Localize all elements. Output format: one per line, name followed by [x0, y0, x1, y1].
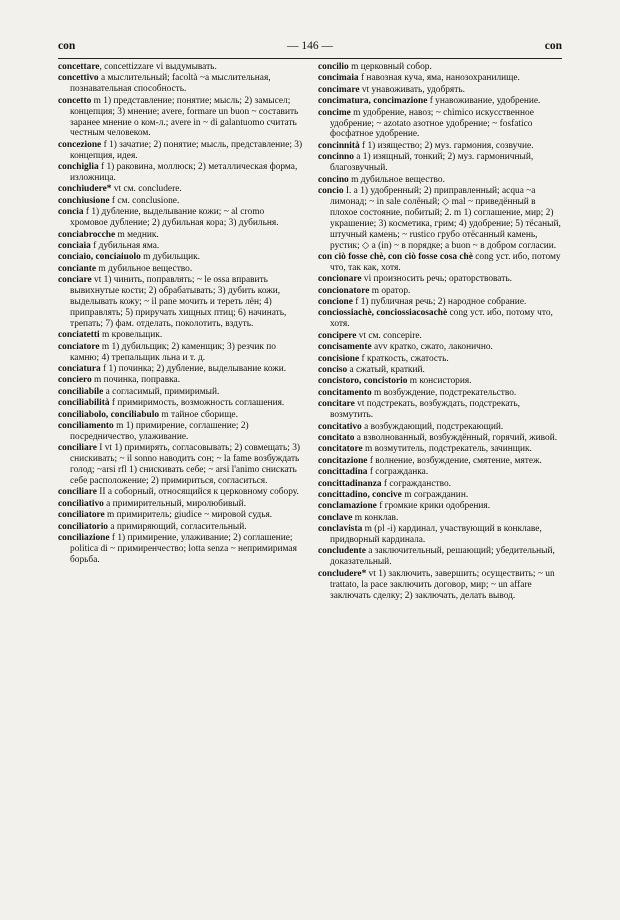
entry-headword: conciatetti: [58, 330, 100, 341]
dictionary-entry: [58, 510, 304, 521]
entry-definition: vt 1) заключить, завершить; осуществить; ~ un trattato, la pace заключить договор, мир; ~ un affare заключать сделку; 2) заключать, делать вывод.: [330, 568, 555, 601]
entry-headword: concimaia: [318, 73, 359, 84]
entry-headword: concitativo: [318, 421, 362, 432]
entry-headword: concino: [318, 174, 349, 185]
entry-headword: concezione: [58, 139, 102, 150]
entry-headword: concimatura, concimazione: [318, 96, 428, 107]
entry-definition: m (pl -i) кардинал, участвующий в конклаве, придворный кардинала.: [330, 524, 542, 546]
entry-headword: concisamente: [318, 342, 372, 353]
dictionary-entry: [318, 297, 564, 308]
dictionary-entry: [58, 184, 304, 195]
dictionary-entry: [318, 331, 564, 342]
right-column: [318, 62, 564, 602]
entry-headword: concettivo: [58, 73, 99, 84]
entry-definition: m 1) дубильщик; 2) каменщик; 3) резчик по камню; 4) трепальщик льна и т. д.: [70, 341, 276, 363]
entry-definition: f см. conclusione.: [109, 195, 180, 206]
dictionary-entry: [58, 443, 304, 487]
entry-headword: conciaio, conciaiuolo: [58, 252, 141, 263]
entry-definition: a 1) изящный, тонкий; 2) муз. гармоничный, благозвучный.: [330, 152, 534, 174]
entry-definition: f навозная куча, яма, нанозохранилище.: [358, 73, 520, 84]
dictionary-entry: [318, 252, 564, 274]
dictionary-entry: [318, 152, 564, 174]
entry-headword: concionare: [318, 274, 362, 285]
dictionary-entry: [58, 533, 304, 566]
entry-definition: m согражданин.: [401, 489, 469, 500]
entry-definition: f 1) примирение, улаживание; 2) соглашение; politica di ~ примиренчество; lotta senza ~ непримиримая борьба.: [70, 533, 297, 565]
dictionary-entry: [318, 422, 564, 433]
entry-headword: conciliatorio: [58, 521, 108, 532]
entry-headword: conclavista: [318, 524, 363, 535]
entry-headword: con ciò fosse chè, con ciò fosse cosa chè: [318, 251, 473, 262]
entry-headword: conciliativo: [58, 498, 104, 509]
entry-definition: f согражданка.: [367, 467, 429, 478]
entry-definition: a мыслительный; facoltà ~a мыслительная, познавательная способность.: [70, 73, 271, 95]
dictionary-entry: [318, 524, 564, 546]
entry-headword: conciliabile: [58, 386, 104, 397]
entry-definition: f 1) зачатие; 2) понятие; мысль, представление; 3) концепция, идея.: [70, 139, 303, 161]
dictionary-entry: [318, 96, 564, 107]
entry-definition: vt подстрекать, возбуждать, подстрекать, возмутить.: [330, 399, 521, 421]
dictionary-entry: [318, 569, 564, 602]
entry-definition: I vt 1) примирять, согласовывать; 2) совмещать; 3) снискивать; ~ il sonno наводить сон; ~ la fame возбуждать голод; ~arsi rfl 1) снискивать себе; ~ arsi l'animo снискать себе расположение; 2) примириться, согласиться.: [70, 443, 301, 487]
entry-definition: m 1) представление; понятие; мысль; 2) замысел; концепция; 3) мнение; avere, formare un buon ~ составить заранее мнение о ком-л.; avere in ~ di galantuomo считать честным человеком.: [70, 95, 299, 139]
entry-headword: conciliare: [58, 443, 97, 454]
entry-headword: conciante: [58, 263, 97, 274]
entry-definition: vt унавоживать, удобрять.: [359, 84, 465, 95]
entry-definition: m возбуждение, подстрекательство.: [371, 387, 517, 398]
entry-headword: conciliatore: [58, 510, 105, 521]
entry-definition: vt см. concepire.: [356, 330, 422, 341]
entry-headword: concime: [318, 107, 351, 118]
entry-definition: m медник.: [115, 229, 159, 240]
dictionary-entry: [58, 196, 304, 207]
entry-definition: f громкие крики одобрения.: [376, 501, 491, 512]
dictionary-entry: [58, 421, 304, 443]
entry-definition: a примирительный, миролюбивый.: [103, 498, 247, 509]
dictionary-entry: [318, 444, 564, 455]
dictionary-entry: [318, 490, 564, 501]
dictionary-entry: [318, 308, 564, 330]
entry-definition: m церковный собор.: [348, 62, 432, 72]
entry-headword: conclave: [318, 512, 353, 523]
dictionary-entry: [58, 140, 304, 162]
entry-headword: concionatore: [318, 285, 370, 296]
entry-headword: conciliamento: [58, 421, 114, 431]
entry-headword: conclamazione: [318, 501, 377, 512]
dictionary-entry: [318, 73, 564, 84]
dictionary-entry: [318, 479, 564, 490]
entry-definition: II a соборный, относящийся к церковному собору.: [96, 487, 299, 498]
entry-definition: m дубильное вещество.: [348, 174, 445, 185]
dictionary-entry: [58, 73, 304, 95]
entry-definition: a возбуждающий, подстрекающий.: [361, 421, 504, 432]
entry-headword: concio: [318, 185, 344, 196]
entry-headword: concilio: [318, 62, 349, 72]
entry-definition: a взволнованный, возбуждённый, горячий, живой.: [354, 432, 558, 443]
dictionary-entry: [58, 252, 304, 263]
entry-headword: concisione: [318, 353, 360, 364]
entry-headword: conciatore: [58, 341, 100, 352]
entry-headword: concinnità: [318, 140, 360, 151]
page-header: [58, 40, 562, 56]
dictionary-entry: [58, 330, 304, 341]
entry-headword: conciso: [318, 364, 348, 375]
entry-headword: conchiglia: [58, 162, 99, 173]
dictionary-entry: [318, 456, 564, 467]
dictionary-entry: [58, 364, 304, 375]
dictionary-entry: [58, 241, 304, 252]
dictionary-entry: [318, 108, 564, 141]
dictionary-entry: [58, 62, 304, 73]
entry-headword: conciaia: [58, 241, 91, 251]
dictionary-entry: [58, 398, 304, 409]
entry-definition: m конклав.: [352, 512, 399, 523]
dictionary-entry: [318, 141, 564, 152]
dictionary-entry: [318, 365, 564, 376]
dictionary-entry: [58, 342, 304, 364]
entry-headword: concimare: [318, 84, 360, 95]
entry-headword: conciliazione: [58, 533, 110, 544]
dictionary-entry: [58, 410, 304, 421]
entry-definition: a сжатый, краткий.: [347, 364, 425, 375]
entry-headword: conciliabolo, conciliabulo: [58, 409, 160, 420]
entry-definition: m дубильное вещество.: [96, 263, 193, 274]
entry-definition: f дубильная яма.: [90, 241, 160, 251]
dictionary-entry: [318, 546, 564, 568]
entry-definition: f 1) починка; 2) дубление, выделывание кожи.: [100, 363, 287, 374]
dictionary-entry: [318, 62, 564, 73]
entry-headword: conchiudere*: [58, 184, 112, 195]
entry-headword: conciliabilità: [58, 398, 110, 409]
entry-headword: concittadina: [318, 467, 368, 478]
header-rule: [58, 58, 562, 59]
entry-headword: concitamento: [318, 387, 372, 398]
entry-headword: concistoro, concistorio: [318, 376, 408, 387]
entry-definition: m дубильщик.: [140, 252, 201, 263]
entry-headword: concipere: [318, 330, 357, 341]
dictionary-entry: [318, 85, 564, 96]
dictionary-entry: [318, 274, 564, 285]
dictionary-entry: [318, 513, 564, 524]
entry-definition: a заключительный, решающий; убедительный, доказательный.: [330, 546, 555, 568]
entry-definition: f унавоживание, удобрение.: [427, 96, 541, 107]
entry-headword: concitare: [318, 399, 355, 410]
dictionary-entry: [58, 162, 304, 184]
page-number: — 146 —: [287, 40, 333, 52]
entry-definition: f волнение, возбуждение, смятение, мятеж.: [367, 455, 542, 466]
entry-definition: f 1) раковина, моллюск; 2) металлическая форма, изложница.: [70, 162, 298, 184]
entry-headword: concludere*: [318, 568, 367, 579]
header-right-guide: con: [544, 40, 562, 52]
dictionary-entry: [318, 354, 564, 365]
entry-headword: concettare: [58, 62, 100, 72]
entry-definition: f 1) дубление, выделывание кожи; ~ al cromo хромовое дубление; 2) дубильная кора; 3) дубильня.: [70, 207, 279, 229]
entry-headword: concia: [58, 207, 84, 218]
dictionary-entry: [58, 522, 304, 533]
entry-definition: f примиримость, возможность соглашения.: [109, 398, 285, 409]
entry-definition: m тайное сборище.: [159, 409, 238, 420]
entry-headword: conciossiachè, conciossiacosachè: [318, 308, 448, 319]
dictionary-entry: [58, 375, 304, 386]
entry-definition: m кровельщик.: [99, 330, 163, 341]
entry-headword: conciatura: [58, 363, 101, 374]
left-column: [58, 62, 304, 566]
dictionary-entry: [58, 499, 304, 510]
entry-definition: m возмутитель, подстрекатель, зачинщик.: [362, 444, 532, 455]
entry-definition: cong уст. ибо, потому что, так как, хотя.: [330, 251, 561, 273]
entry-definition: vt 1) чинить, поправлять; ~ le ossa вправить вывихнутые кости; 2) обрабатывать; 3) дубить кожи, выделывать кожу; ~ il pane мочить и тереть лён; 4) приправлять; 5) приручать хищных птиц; 6) начинать, трепать; 7) фам. отделать, поколотить, вздуть.: [70, 275, 287, 329]
dictionary-entry: [318, 186, 564, 251]
entry-definition: m примиритель; giudice ~ мировой судья.: [104, 510, 273, 521]
entry-definition: m удобрение, навоз; ~ chimico искусственное удобрение; ~ azotato азотное удобрение; ~ fosfatico фосфатное удобрение.: [330, 107, 534, 140]
entry-definition: avv кратко, сжато, лаконично.: [371, 342, 493, 353]
dictionary-entry: [58, 207, 304, 229]
dictionary-entry: [318, 175, 564, 186]
dictionary-entry: [318, 501, 564, 512]
dictionary-entry: [318, 399, 564, 421]
header-left-guide: con: [58, 40, 76, 52]
dictionary-entry: [58, 487, 304, 498]
entry-headword: concittadino, concive: [318, 489, 402, 500]
entry-definition: a согласимый, примиримый.: [103, 386, 220, 397]
entry-headword: conchiusione: [58, 195, 110, 206]
dictionary-entry: [318, 467, 564, 478]
entry-headword: concetto: [58, 95, 92, 106]
dictionary-entry: [58, 96, 304, 140]
dictionary-entry: [58, 230, 304, 241]
entry-definition: , concettizzare vi выдумывать.: [99, 62, 217, 72]
entry-definition: vi произносить речь; ораторствовать.: [361, 274, 512, 285]
entry-definition: vt см. concludere.: [111, 184, 182, 195]
entry-headword: concione: [318, 297, 353, 308]
entry-headword: concitato: [318, 432, 355, 443]
entry-headword: conciero: [58, 375, 92, 386]
dictionary-entry: [58, 275, 304, 330]
dictionary-entry: [58, 264, 304, 275]
entry-definition: f 1) публичная речь; 2) народное собрание.: [352, 297, 527, 308]
entry-definition: f согражданство.: [381, 478, 451, 489]
entry-headword: conciabrocche: [58, 229, 116, 240]
entry-headword: concinno: [318, 152, 354, 163]
dictionary-entry: [58, 387, 304, 398]
entry-definition: f краткость, сжатость.: [359, 353, 449, 364]
entry-definition: m консистория.: [407, 376, 472, 387]
dictionary-entry: [318, 376, 564, 387]
entry-definition: a примиряющий, согласительный.: [108, 521, 247, 532]
dictionary-entry: [318, 342, 564, 353]
entry-definition: m оратор.: [369, 285, 411, 296]
entry-headword: conciliare: [58, 487, 97, 498]
entry-definition: m 1) примирение, соглашение; 2) посредничество, улаживание.: [70, 421, 249, 442]
entry-headword: concitatore: [318, 444, 363, 455]
entry-headword: conciare: [58, 275, 92, 286]
dictionary-entry: [318, 433, 564, 444]
entry-headword: concittadinanza: [318, 478, 382, 489]
entry-definition: cong уст. ибо, потому что, хотя.: [330, 308, 553, 330]
entry-definition: f 1) изящество; 2) муз. гармония, созвучие.: [359, 140, 534, 151]
entry-headword: concitazione: [318, 455, 368, 466]
entry-headword: concludente: [318, 546, 366, 557]
dictionary-entry: [318, 286, 564, 297]
entry-definition: m починка, поправка.: [91, 375, 181, 386]
entry-definition: I. a 1) удобренный; 2) приправленный; acqua ~a лимонад; ~ in sale солёный; ◇ mal ~ приведённый в плохое состояние, побитый; 2. m 1) соглашение, мир; 2) украшение; 3) косметика, грим; 4) удобрение; 5) тёсаный, штучный камень; ~ rustico грубо отёсанный камень, рустик; ◇ a (in) ~ в порядке; a buon ~ в добром согласии.: [330, 185, 561, 251]
dictionary-entry: [318, 388, 564, 399]
